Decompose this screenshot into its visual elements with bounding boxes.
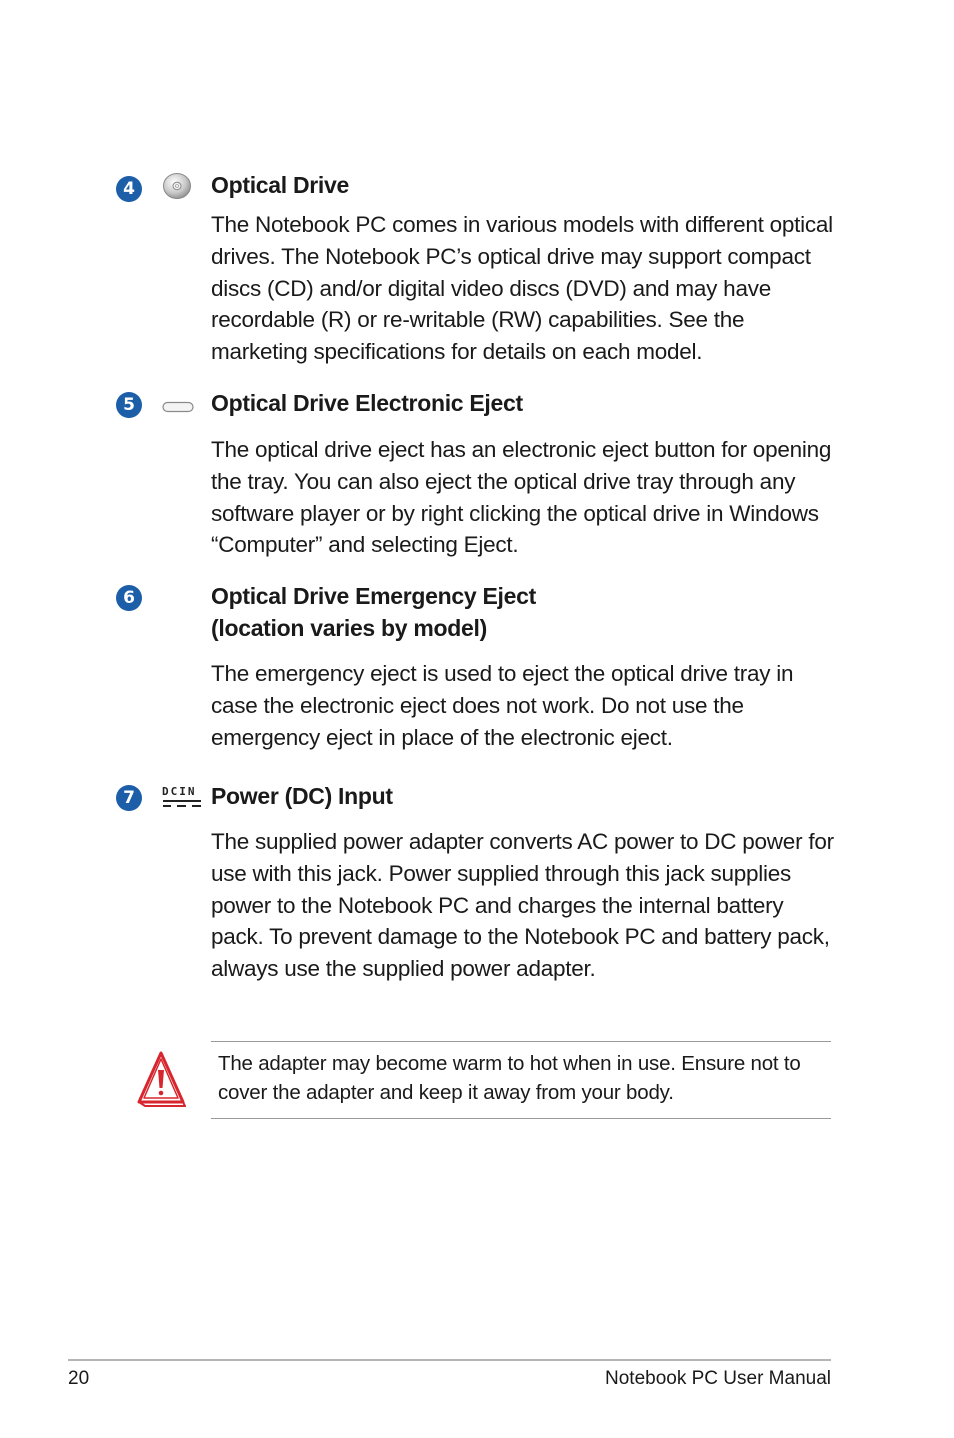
page-number: 20: [68, 1368, 90, 1389]
step-number-badge: 7: [116, 785, 142, 811]
section-title: Power (DC) Input: [211, 783, 393, 809]
section-body: [211, 209, 836, 368]
step-number-badge: 5: [116, 392, 142, 418]
dc-in-icon-label: DCIN: [162, 785, 197, 798]
section-body-text: The Notebook PC comes in various models with different optical drives. The Notebook PC’s optical drive may support compact discs (CD) and/or digital video discs (DVD) and may have recordable (R) or re-writable (RW) capabilities. See the marketing specifications for details on each model.: [211, 212, 833, 365]
warning-text: The adapter may become warm to hot when in use. Ensure not to cover the adapter and keep it away from your body.: [218, 1052, 801, 1104]
eject-button-icon: [162, 400, 194, 418]
section-title-line: Optical Drive Emergency Eject: [211, 583, 536, 609]
section-title: Optical Drive Electronic Eject: [211, 390, 523, 416]
warning-triangle-icon: [136, 1050, 186, 1113]
section-body: [211, 658, 836, 753]
section-title: [211, 580, 536, 644]
warning-note: [211, 1041, 831, 1119]
section-title-line: (location varies by model): [211, 615, 487, 641]
section-body: [211, 434, 836, 561]
section-body: [211, 826, 836, 985]
section-body-text: The supplied power adapter converts AC power to DC power for use with this jack. Power supplied through this jack supplies power to the Notebook PC and charges the internal battery pack. To prevent damage to the Notebook PC and battery pack, always use the supplied power adapter.: [211, 829, 834, 982]
section-body-text: The emergency eject is used to eject the optical drive tray in case the electronic eject does not work. Do not use the emergency eject in place of the electronic eject.: [211, 661, 794, 750]
dc-in-icon: [162, 786, 202, 808]
section-title: Optical Drive: [211, 172, 349, 198]
section-body-text: The optical drive eject has an electronic eject button for opening the tray. You can also eject the optical drive tray through any software player or by right clicking the optical drive in Windows “Computer” and selecting Eject.: [211, 437, 832, 558]
optical-disc-icon: [162, 172, 192, 205]
step-number-badge: 6: [116, 585, 142, 611]
step-number-badge: 4: [116, 176, 142, 202]
manual-title: Notebook PC User Manual: [605, 1368, 831, 1389]
footer-divider: [68, 1359, 831, 1361]
